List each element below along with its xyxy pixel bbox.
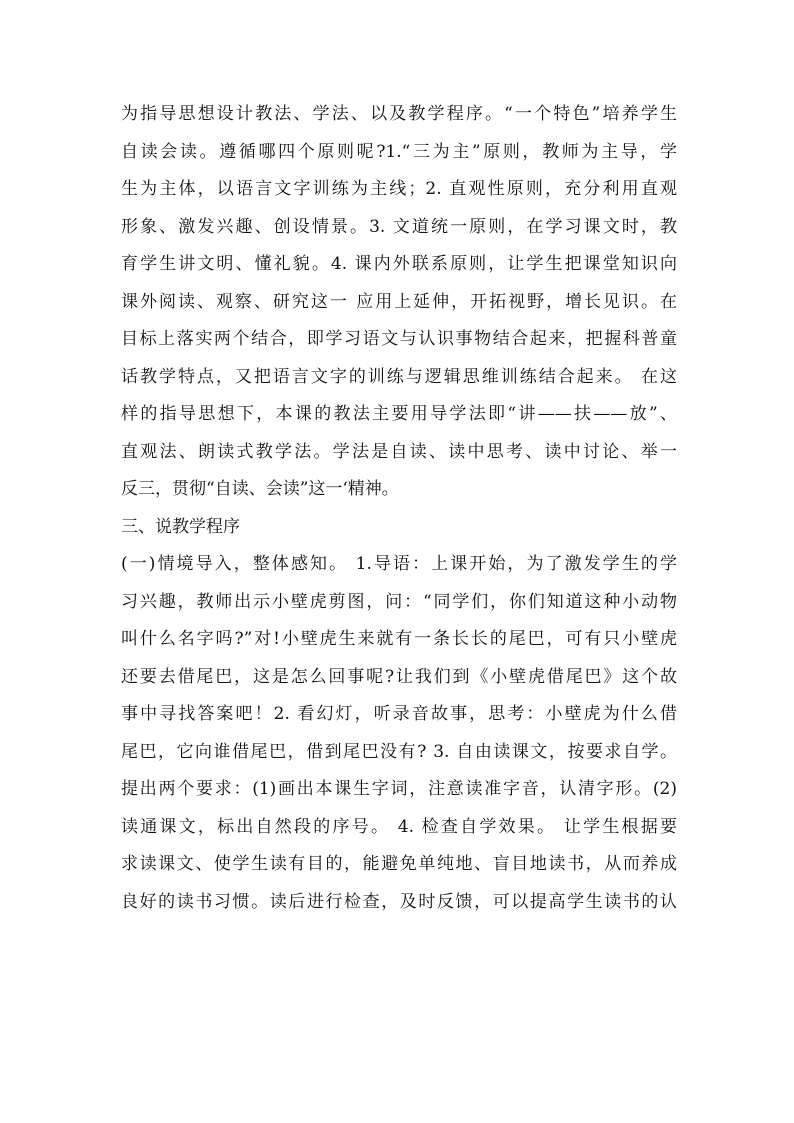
text-line-2: 自读会读。遵循哪四个原则呢?1.“三为主”原则，教师为主导，学: [121, 141, 677, 162]
text-line-16: 还要去借尾巴，这是怎么回事呢?让我们到《小壁虎借尾巴》这个故: [121, 666, 677, 687]
text-line-15: 叫什么名字吗?”对!小壁虎生来就有一条长长的尾巴，可有只小壁虎: [121, 629, 677, 649]
text-line-6: 课外阅读、观察、研究这一 应用上延伸，开拓视野，增长见识。在: [121, 291, 677, 312]
text-line-18: 尾巴，它向谁借尾巴，借到尾巴没有? 3. 自由读课文，按要求自学。: [121, 741, 677, 762]
text-line-7: 目标上落实两个结合，即学习语文与认识事物结合起来，把握科普童: [121, 329, 677, 349]
document-page: [121, 96, 677, 921]
text-line-22: 良好的读书习惯。读后进行检查，及时反馈，可以提高学生读书的认: [121, 891, 677, 912]
text-line-13: (一)情境导入，整体感知。 1.导语：上课开始，为了激发学生的学: [121, 554, 677, 574]
text-line-11: 反三，贯彻“自读、会读”这一‘精神。: [121, 479, 399, 499]
text-line-21: 求读课文、使学生读有目的，能避免单纯地、盲目地读书，从而养成: [121, 854, 677, 874]
text-line-10: 直观法、朗读式教学法。学法是自读、读中思考、读中讨论、举一: [121, 441, 677, 462]
text-line-1: 为指导思想设计教法、学法、以及教学程序。“一个特色”培养学生: [121, 104, 677, 124]
text-line-14: 习兴趣，教师出示小壁虎剪图，问：“同学们，你们知道这种小动物: [121, 591, 677, 612]
text-line-19: 提出两个要求：(1)画出本课生字词，注意读准字音，认清字形。(2): [121, 779, 677, 799]
text-line-20: 读通课文，标出自然段的序号。 4. 检查自学效果。 让学生根据要: [121, 816, 677, 837]
text-line-5: 育学生讲文明、懂礼貌。4. 课内外联系原则，让学生把课堂知识向: [121, 254, 677, 274]
text-line-3: 生为主体，以语言文字训练为主线；2. 直观性原则，充分利用直观: [121, 179, 677, 199]
section-heading: 三、说教学程序: [121, 516, 240, 537]
text-line-17: 事中寻找答案吧！2. 看幻灯，听录音故事，思考：小壁虎为什么借: [121, 704, 677, 724]
text-line-4: 形象、激发兴趣、创设情景。3. 文道统一原则，在学习课文时，教: [121, 216, 677, 237]
text-line-9: 样的指导思想下，本课的教法主要用导学法即“讲——扶——放”、: [121, 404, 677, 424]
text-line-8: 话教学特点，又把语言文字的训练与逻辑思维训练结合起来。 在这: [121, 366, 677, 387]
